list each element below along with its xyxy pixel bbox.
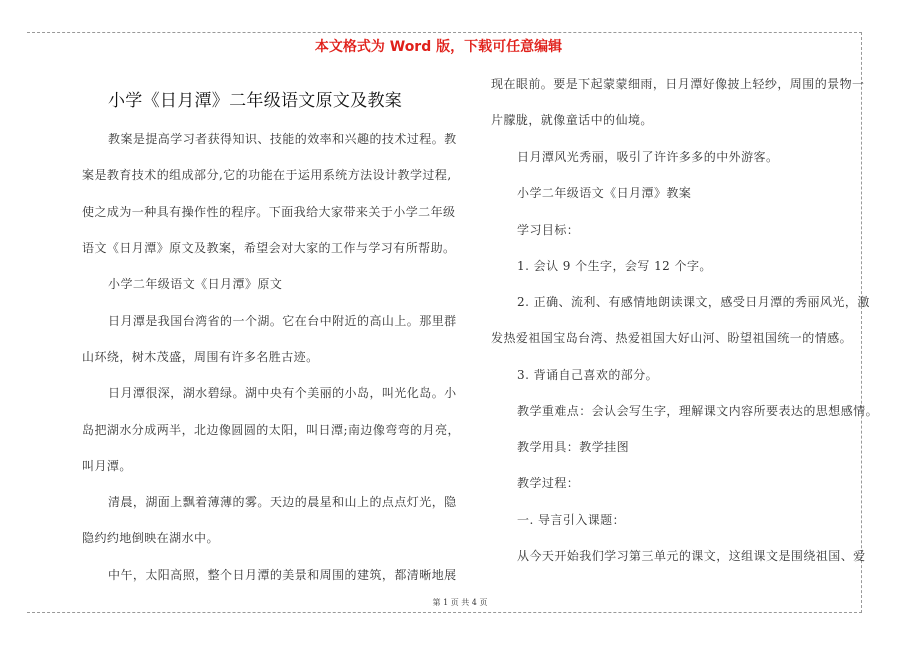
- text-line: 3. 背诵自己喜欢的部分。: [517, 368, 659, 382]
- text-line: 1. 会认 9 个生字，会写 12 个字。: [517, 259, 712, 273]
- text-line: 一. 导言引入课题：: [517, 513, 626, 527]
- text-line: 教学重难点：会认会写生字，理解课文内容所要表达的思想感情。: [517, 404, 879, 418]
- text-line: 语文《日月潭》原文及教案，希望会对大家的工作与学习有所帮助。: [82, 241, 456, 255]
- page-footer: 第 1 页 共 4 页: [432, 598, 488, 607]
- text-line: 中午，太阳高照，整个日月潭的美景和周围的建筑，都清晰地展: [108, 568, 457, 582]
- text-line: 从今天开始我们学习第三单元的课文，这组课文是围绕祖国、爱: [517, 549, 866, 563]
- text-line: 案是教育技术的组成部分,它的功能在于运用系统方法设计教学过程,: [82, 168, 452, 182]
- text-line: 教学过程：: [517, 476, 580, 490]
- text-line: 日月潭是我国台湾省的一个湖。它在台中附近的高山上。那里群: [108, 314, 457, 328]
- text-line: 岛把湖水分成两半，北边像圆圆的太阳，叫日潭;南边像弯弯的月亮，: [82, 423, 460, 437]
- word-format-banner: 本文格式为 Word 版，下载可任意编辑: [314, 39, 563, 55]
- text-line: 小学二年级语文《日月潭》原文: [108, 277, 283, 291]
- text-line: 现在眼前。要是下起蒙蒙细雨，日月潭好像披上轻纱，周围的景物一: [491, 77, 865, 91]
- text-line: 小学二年级语文《日月潭》教案: [517, 186, 692, 200]
- text-line: 山环绕，树木茂盛，周围有许多名胜古迹。: [82, 350, 319, 364]
- text-line: 清晨，湖面上飘着薄薄的雾。天边的晨星和山上的点点灯光，隐: [108, 495, 457, 509]
- text-line: 片朦胧，就像童话中的仙境。: [491, 113, 653, 127]
- text-line: 教学用具：教学挂图: [517, 440, 630, 454]
- text-line: 学习目标：: [517, 223, 580, 237]
- text-line: 教案是提高学习者获得知识、技能的效率和兴趣的技术过程。教: [108, 132, 457, 146]
- text-line: 使之成为一种具有操作性的程序。下面我给大家带来关于小学二年级: [82, 205, 456, 219]
- document-title: 小学《日月潭》二年级语文原文及教案: [108, 91, 403, 111]
- text-line: 发热爱祖国宝岛台湾、热爱祖国大好山河、盼望祖国统一的情感。: [491, 331, 853, 345]
- text-line: 隐约约地倒映在湖水中。: [82, 531, 219, 545]
- text-line: 2. 正确、流利、有感情地朗读课文，感受日月潭的秀丽风光，激: [517, 295, 870, 309]
- text-line: 叫月潭。: [82, 459, 132, 473]
- text-line: 日月潭很深，湖水碧绿。湖中央有个美丽的小岛，叫光化岛。小: [108, 386, 457, 400]
- text-line: 日月潭风光秀丽，吸引了许许多多的中外游客。: [517, 150, 779, 164]
